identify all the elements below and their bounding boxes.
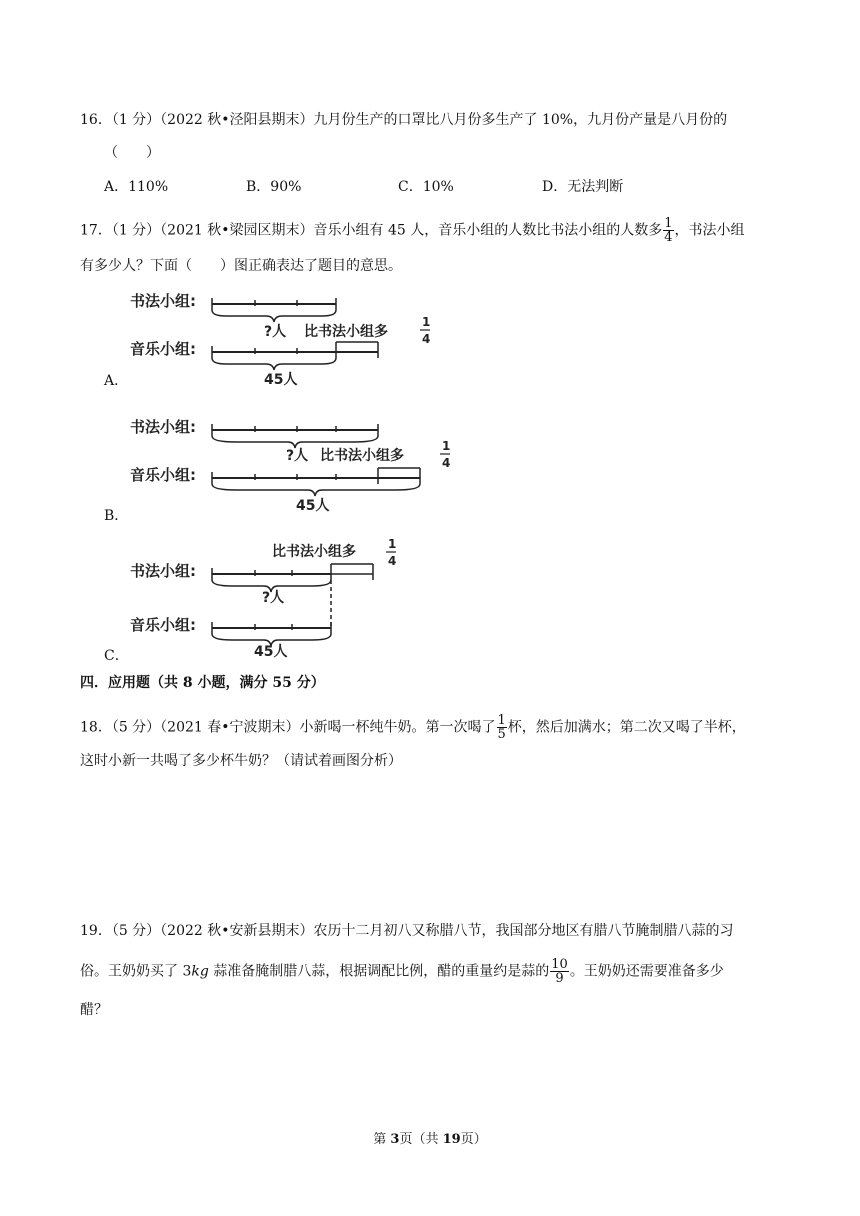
q19-frac-den: 9: [555, 971, 564, 986]
q19-fraction: [550, 958, 569, 985]
diagram-a-unknown: ?人: [264, 324, 287, 340]
diagram-b-total: 45人: [296, 498, 330, 514]
footer-total-pages: 19: [442, 1132, 461, 1147]
diagram-b-shufa-label: 书法小组:: [130, 418, 196, 436]
q17-option-a-label: A．: [104, 373, 129, 389]
diagram-a-yinyue-label: 音乐小组:: [130, 340, 196, 358]
diagram-b-frac-den: 4: [442, 456, 451, 470]
diagram-c-more-than: 比书法小组多: [272, 544, 356, 560]
diagram-a-shufa-label: 书法小组:: [130, 292, 196, 310]
q17-stem-pre: 17．（1 分）（2021 秋•梁园区期末）音乐小组有 45 人，音乐小组的人数比书法小组的人数多: [80, 222, 663, 239]
footer-mid: 页（共: [399, 1132, 443, 1147]
q16-option-c: C．10%: [398, 179, 454, 195]
q16-option-b: B．90%: [246, 179, 302, 195]
diagram-c-total: 45人: [254, 644, 288, 660]
diagram-c-yinyue-label: 音乐小组:: [130, 616, 196, 634]
q18-stem-line1: [80, 714, 746, 741]
q16-option-d: D．无法判断: [542, 179, 624, 195]
q19-stem-mid: 蒜准备腌制腊八蒜，根据调配比例，醋的重量约是蒜的: [208, 963, 550, 980]
q17-fraction: [663, 217, 673, 244]
q18-stem-line2: 这时小新一共喝了多少杯牛奶？（请试着画图分析）: [80, 753, 402, 769]
q18-frac-num: 1: [497, 713, 506, 728]
q16-option-a: A．110%: [104, 179, 169, 195]
q18-fraction: [497, 714, 507, 741]
q18-stem-pre: 18．（5 分）（2021 春•宁波期末）小新喝一杯纯牛奶。第一次喝了: [80, 719, 496, 736]
footer-pre: 第: [373, 1132, 391, 1147]
q17-option-c-label: C．: [104, 648, 129, 664]
footer-page-number: 3: [390, 1132, 400, 1147]
diagram-c-unknown: ?人: [262, 590, 285, 606]
q17-stem-post: ，书法小组: [674, 222, 745, 239]
diagram-b-yinyue-label: 音乐小组:: [130, 466, 196, 484]
q16-answer-blank: （ ）: [104, 145, 160, 161]
diagram-c-frac-den: 4: [388, 554, 397, 568]
q19-frac-num: 10: [551, 957, 568, 972]
q17-diagram-a: [126, 286, 446, 392]
diagram-a-frac-den: 4: [422, 332, 431, 346]
diagram-a-more-than: 比书法小组多: [304, 324, 388, 340]
diagram-b-more-than: 比书法小组多: [320, 448, 404, 464]
q19-stem-line3: 醋？: [80, 1002, 108, 1018]
q17-frac-num: 1: [664, 216, 673, 231]
q18-stem-post: 杯，然后加满水；第二次又喝了半杯，: [507, 719, 746, 736]
q19-stem-pre: 俗。王奶奶买了 3: [80, 963, 192, 980]
q16-stem-line1: 16．（1 分）（2022 秋•泾阳县期末）九月份生产的口罩比八月份多生产了 10%，九月份产量是八月份的: [80, 112, 728, 128]
diagram-b-frac-num: 1: [442, 439, 451, 453]
q19-stem-line1: 19．（5 分）（2022 秋•安新县期末）农历十二月初八又称腊八节，我国部分地区有腊八节腌制腊八蒜的习: [80, 923, 734, 939]
q19-stem-line2: [80, 958, 724, 985]
q17-diagram-c: [126, 536, 446, 664]
diagram-a-frac-num: 1: [422, 315, 431, 329]
q17-frac-den: 4: [664, 230, 673, 245]
q17-diagram-b: [126, 404, 466, 518]
section-heading: 四．应用题（共 8 小题，满分 55 分）: [80, 675, 325, 691]
q17-stem-line1: [80, 217, 745, 244]
footer-post: 页）: [460, 1132, 487, 1147]
diagram-b-unknown: ?人: [286, 448, 309, 464]
q17-stem-line2: 有多少人？下面（ ）图正确表达了题目的意思。: [80, 258, 402, 274]
page-footer: [0, 1128, 860, 1147]
diagram-c-shufa-label: 书法小组:: [130, 562, 196, 580]
diagram-c-frac-num: 1: [388, 537, 397, 551]
q17-option-b-label: B．: [104, 508, 129, 524]
q18-frac-den: 5: [497, 727, 506, 742]
diagram-a-total: 45人: [264, 372, 298, 388]
q19-stem-post: 。王奶奶还需要准备多少: [569, 963, 724, 980]
q19-unit: kg: [191, 963, 209, 980]
